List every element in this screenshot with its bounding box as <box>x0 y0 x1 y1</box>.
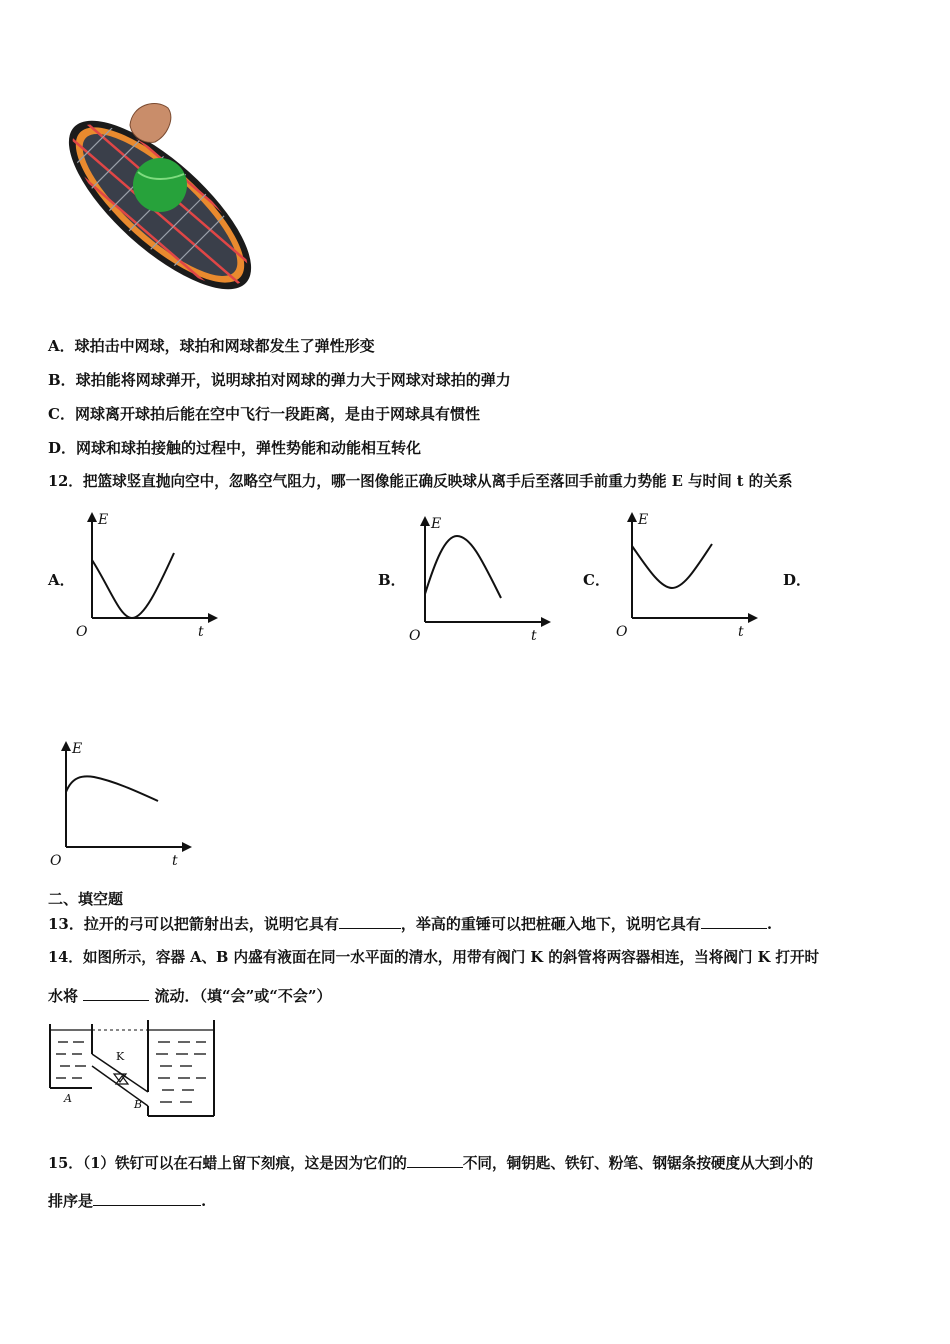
question-15-text: 不同，铜钥匙、铁钉、粉笔、钢锯条按硬度从大到小的 <box>462 1155 814 1172</box>
connected-containers-diagram <box>46 1016 221 1121</box>
option-text: 球拍能将网球弹开，说明球拍对网球的弹力大于网球对球拍的弹力 <box>75 371 511 389</box>
option-text: 网球离开球拍后能在空中飞行一段距离，是由于网球具有惯性 <box>74 405 480 423</box>
answer-blank[interactable] <box>93 1191 201 1206</box>
question-15-text: 15．（1）铁钉可以在石蜡上留下刻痕，这是因为它们的 <box>48 1155 407 1172</box>
question-14-line1: 14．如图所示，容器 A、B 内盛有液面在同一水平面的清水，用带有阀门 K 的斜管将两容器相连，当将阀门 K 打开时 <box>48 949 820 966</box>
graph-a <box>70 508 230 643</box>
graph-b <box>403 512 563 647</box>
origin-label: O <box>616 624 628 640</box>
option-letter: A． <box>48 337 75 355</box>
x-axis-label: t <box>198 624 204 640</box>
question-14-text: 流动．（填“会”或“不会”） <box>154 987 332 1005</box>
graph-c-label: C． <box>583 571 610 589</box>
y-axis-label: E <box>72 741 83 757</box>
question-15-text: 排序是 <box>48 1192 94 1210</box>
question-13-text: 13．拉开的弓可以把箭射出去，说明它具有 <box>48 915 339 933</box>
origin-label: O <box>50 853 62 869</box>
question-13-text: ，举高的重锤可以把桩砸入地下，说明它具有 <box>400 915 701 933</box>
graph-c <box>610 508 770 643</box>
question-14-text: 水将 <box>48 987 79 1005</box>
y-axis-label: E <box>431 516 442 532</box>
option-letter: C． <box>48 405 75 423</box>
container-a-label: A <box>64 1092 72 1105</box>
x-axis-label: t <box>738 624 744 640</box>
question-12-stem: 12．把篮球竖直抛向空中，忽略空气阻力，哪一图像能正确反映球从离手后至落回手前重力势能 E 与时间 t 的关系 <box>48 473 793 490</box>
origin-label: O <box>76 624 88 640</box>
y-axis-label: E <box>638 512 649 528</box>
question-14-line2 <box>48 986 332 1006</box>
option-text: 球拍击中网球，球拍和网球都发生了弹性形变 <box>74 337 375 355</box>
x-axis-label: t <box>172 853 178 869</box>
question-13 <box>48 914 772 934</box>
graph-d-label: D． <box>783 571 812 589</box>
question-15-line2 <box>48 1191 206 1211</box>
graph-a-label: A． <box>48 571 75 589</box>
question-15-text: . <box>201 1192 207 1210</box>
y-axis-label: E <box>98 512 109 528</box>
answer-blank[interactable] <box>407 1153 463 1168</box>
answer-blank[interactable] <box>701 914 767 929</box>
option-c <box>48 404 480 424</box>
origin-label: O <box>409 628 421 644</box>
section-title: 二、填空题 <box>48 890 124 908</box>
question-15-line1 <box>48 1153 813 1174</box>
option-b <box>48 370 511 390</box>
answer-blank[interactable] <box>339 914 401 929</box>
option-text: 网球和球拍接触的过程中，弹性势能和动能相互转化 <box>76 439 422 457</box>
graph-b-label: B． <box>378 571 406 589</box>
container-b-label: B <box>134 1098 143 1111</box>
answer-blank[interactable] <box>83 986 149 1001</box>
x-axis-label: t <box>531 628 537 644</box>
option-d <box>48 438 421 458</box>
option-letter: B． <box>48 371 76 389</box>
graph-d <box>44 737 204 872</box>
tennis-racket-image <box>60 100 260 310</box>
option-a <box>48 336 375 356</box>
option-letter: D． <box>48 439 77 457</box>
question-13-text: . <box>766 915 773 933</box>
valve-label: K <box>116 1050 125 1063</box>
